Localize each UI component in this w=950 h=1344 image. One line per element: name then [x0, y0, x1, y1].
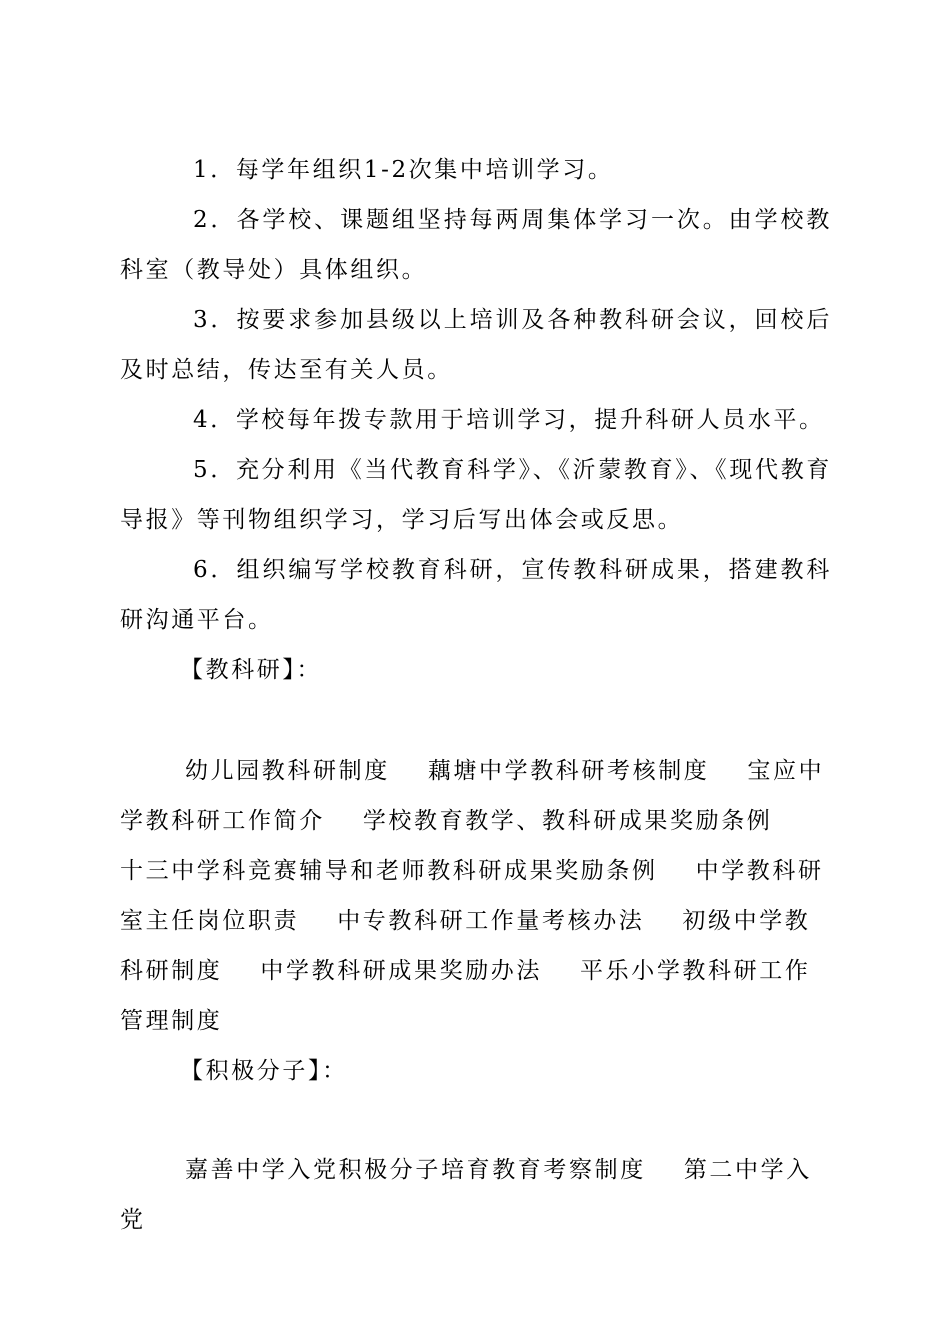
related-link[interactable]: 幼儿园教科研制度	[185, 758, 390, 784]
related-link[interactable]: 嘉善中学入党积极分子培育教育考察制度	[185, 1157, 646, 1183]
related-link[interactable]: 藕塘中学教科研考核制度	[427, 758, 710, 784]
section-heading-jijifenzi: 【积极分子】：	[180, 1058, 348, 1084]
related-link[interactable]: 宝应中学教科研工作简介	[120, 758, 825, 834]
related-links-jijifenzi	[120, 1145, 832, 1245]
related-link[interactable]: 中学教科研成果奖励办法	[260, 958, 543, 984]
related-link[interactable]: 第二中学入党	[120, 1157, 812, 1233]
related-link[interactable]: 十三中学科竞赛辅导和老师教科研成果奖励条例	[120, 858, 658, 884]
related-links-jiaokeyan	[120, 746, 832, 1046]
related-link[interactable]: 平乐小学教科研工作管理制度	[120, 958, 811, 1034]
related-link[interactable]: 中学教科研室主任岗位职责	[120, 858, 824, 934]
related-link[interactable]: 学校教育教学、教科研成果奖励条例	[362, 808, 773, 834]
paragraph-4: 4．学校每年拨专款用于培训学习，提升科研人员水平。	[193, 407, 825, 433]
paragraph-3: 3．按要求参加县级以上培训及各种教科研会议，回校后及时总结，传达至有关人员。	[120, 307, 832, 383]
paragraph-2: 2．各学校、课题组坚持每两周集体学习一次。由学校教科室（教导处）具体组织。	[120, 207, 832, 283]
related-link[interactable]: 中专教科研工作量考核办法	[337, 908, 645, 934]
paragraph-5: 5．充分利用《当代教育科学》、《沂蒙教育》、《现代教育导报》等刊物组织学习，学习后写出体会或反思。	[120, 457, 832, 533]
paragraph-1: 1．每学年组织1-2次集中培训学习。	[193, 157, 614, 183]
related-link[interactable]: 初级中学教科研制度	[120, 908, 811, 984]
section-heading-jiaokeyan: 【教科研】：	[180, 657, 323, 683]
document-body	[120, 145, 832, 1245]
paragraph-6: 6．组织编写学校教育科研，宣传教科研成果，搭建教科研沟通平台。	[120, 557, 832, 633]
